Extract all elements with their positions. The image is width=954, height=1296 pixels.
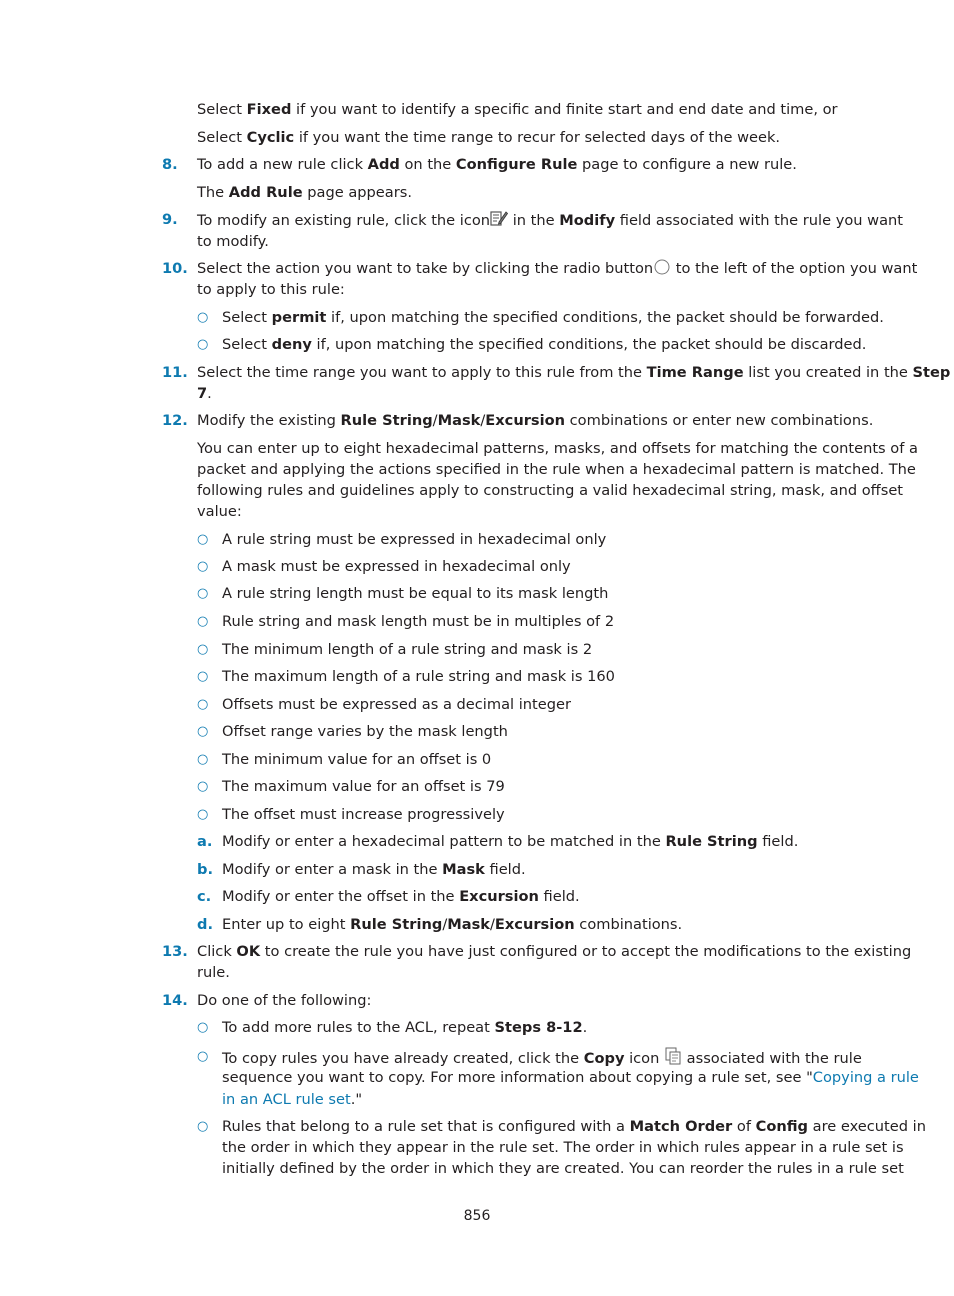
guideline-item: Offset range varies by the mask length — [222, 723, 508, 740]
substep-b-text: Modify or enter a mask in the Mask field. — [222, 861, 526, 878]
step-13-text-cont: rule. — [197, 964, 230, 981]
step-14-text: Do one of the following: — [197, 992, 372, 1009]
guideline-item: Offsets must be expressed as a decimal integer — [222, 696, 571, 713]
bullet-marker: ○ — [197, 559, 209, 574]
paragraph-line: You can enter up to eight hexadecimal patterns, masks, and offsets for matching the contents of a — [197, 440, 918, 457]
step-number-13: 13. — [162, 943, 188, 960]
guideline-item: The minimum length of a rule string and mask is 2 — [222, 641, 593, 658]
radio-button-icon — [653, 259, 671, 275]
copy-line-cont: in an ACL rule set." — [222, 1091, 363, 1108]
paragraph-line: following rules and guidelines apply to constructing a valid hexadecimal string, mask, and offset — [197, 482, 904, 499]
bullet-marker: ○ — [197, 779, 209, 794]
substep-d-marker: d. — [197, 916, 213, 933]
step-10-text: Select the action you want to take by clicking the radio button to the left of the option you want — [197, 260, 918, 277]
substep-d-text: Enter up to eight Rule String/Mask/Excursion combinations. — [222, 916, 683, 933]
copying-rule-link[interactable]: Copying a rule — [812, 1069, 919, 1086]
substep-a-text: Modify or enter a hexadecimal pattern to be matched in the Rule String field. — [222, 833, 799, 850]
copy-line-cont: sequence you want to copy. For more information about copying a rule set, see "Copying a rule — [222, 1069, 919, 1086]
bullet-marker: ○ — [197, 752, 209, 767]
step-number-9: 9. — [162, 211, 178, 228]
deny-line: Select deny if, upon matching the specified conditions, the packet should be discarded. — [222, 336, 867, 353]
substep-b-marker: b. — [197, 861, 213, 878]
copy-line: To copy rules you have already created, click the Copy icon associated with the rule — [222, 1047, 864, 1069]
edit-icon — [490, 210, 508, 227]
step-11-text-cont: 7. — [197, 385, 212, 402]
cyclic-option-line: Select Cyclic if you want the time range to recur for selected days of the week. — [197, 129, 781, 146]
more-rules-line: To add more rules to the ACL, repeat Steps 8-12. — [222, 1019, 588, 1036]
step-number-10: 10. — [162, 260, 188, 277]
copying-rule-link-cont[interactable]: in an ACL rule set — [222, 1091, 351, 1108]
bullet-marker: ○ — [197, 807, 209, 822]
bullet-marker: ○ — [197, 586, 209, 601]
guideline-item: The offset must increase progressively — [222, 806, 505, 823]
bullet-more-rules: ○ — [197, 1020, 209, 1035]
bullet-permit: ○ — [197, 310, 209, 325]
bullet-order: ○ — [197, 1119, 209, 1134]
step-8-result: The Add Rule page appears. — [197, 184, 412, 201]
step-number-14: 14. — [162, 992, 188, 1009]
guideline-item: A mask must be expressed in hexadecimal only — [222, 558, 571, 575]
copy-icon — [664, 1047, 682, 1065]
guideline-item: The maximum length of a rule string and mask is 160 — [222, 668, 615, 685]
paragraph-line: packet and applying the actions specified in the rule when a hexadecimal pattern is matched. The — [197, 461, 916, 478]
bullet-copy: ○ — [197, 1049, 209, 1064]
guideline-item: A rule string length must be equal to its mask length — [222, 585, 609, 602]
step-10-text-cont: to apply to this rule: — [197, 281, 345, 298]
guideline-item: Rule string and mask length must be in multiples of 2 — [222, 613, 615, 630]
order-line: initially defined by the order in which they are created. You can reorder the rules in a rule set — [222, 1160, 904, 1177]
substep-a-marker: a. — [197, 833, 213, 850]
step-9-text-cont: to modify. — [197, 233, 269, 250]
bullet-marker: ○ — [197, 724, 209, 739]
paragraph-line: value: — [197, 503, 242, 520]
bullet-marker: ○ — [197, 697, 209, 712]
guideline-item: A rule string must be expressed in hexadecimal only — [222, 531, 607, 548]
step-number-12: 12. — [162, 412, 188, 429]
bullet-marker: ○ — [197, 532, 209, 547]
bullet-marker: ○ — [197, 669, 209, 684]
substep-c-marker: c. — [197, 888, 212, 905]
guideline-item: The minimum value for an offset is 0 — [222, 751, 492, 768]
page-number: 856 — [463, 1208, 491, 1224]
bullet-marker: ○ — [197, 642, 209, 657]
order-line: Rules that belong to a rule set that is configured with a Match Order of Config are executed in — [222, 1118, 926, 1135]
step-9-text: To modify an existing rule, click the icon in the Modify field associated with the rule you want — [197, 212, 903, 229]
step-number-11: 11. — [162, 364, 188, 381]
step-13-text: Click OK to create the rule you have just configured or to accept the modifications to the existing — [197, 943, 912, 960]
substep-c-text: Modify or enter the offset in the Excursion field. — [222, 888, 580, 905]
bullet-marker: ○ — [197, 614, 209, 629]
bullet-deny: ○ — [197, 337, 209, 352]
guideline-item: The maximum value for an offset is 79 — [222, 778, 505, 795]
step-number-8: 8. — [162, 156, 178, 173]
fixed-option-line: Select Fixed if you want to identify a specific and finite start and end date and time, or — [197, 101, 838, 118]
permit-line: Select permit if, upon matching the specified conditions, the packet should be forwarded. — [222, 309, 884, 326]
step-8-text: To add a new rule click Add on the Configure Rule page to configure a new rule. — [197, 156, 797, 173]
step-11-text: Select the time range you want to apply to this rule from the Time Range list you created in the Step — [197, 364, 951, 381]
order-line: the order in which they appear in the rule set. The order in which rules appear in a rule set is — [222, 1139, 904, 1156]
step-12-text: Modify the existing Rule String/Mask/Excursion combinations or enter new combinations. — [197, 412, 874, 429]
